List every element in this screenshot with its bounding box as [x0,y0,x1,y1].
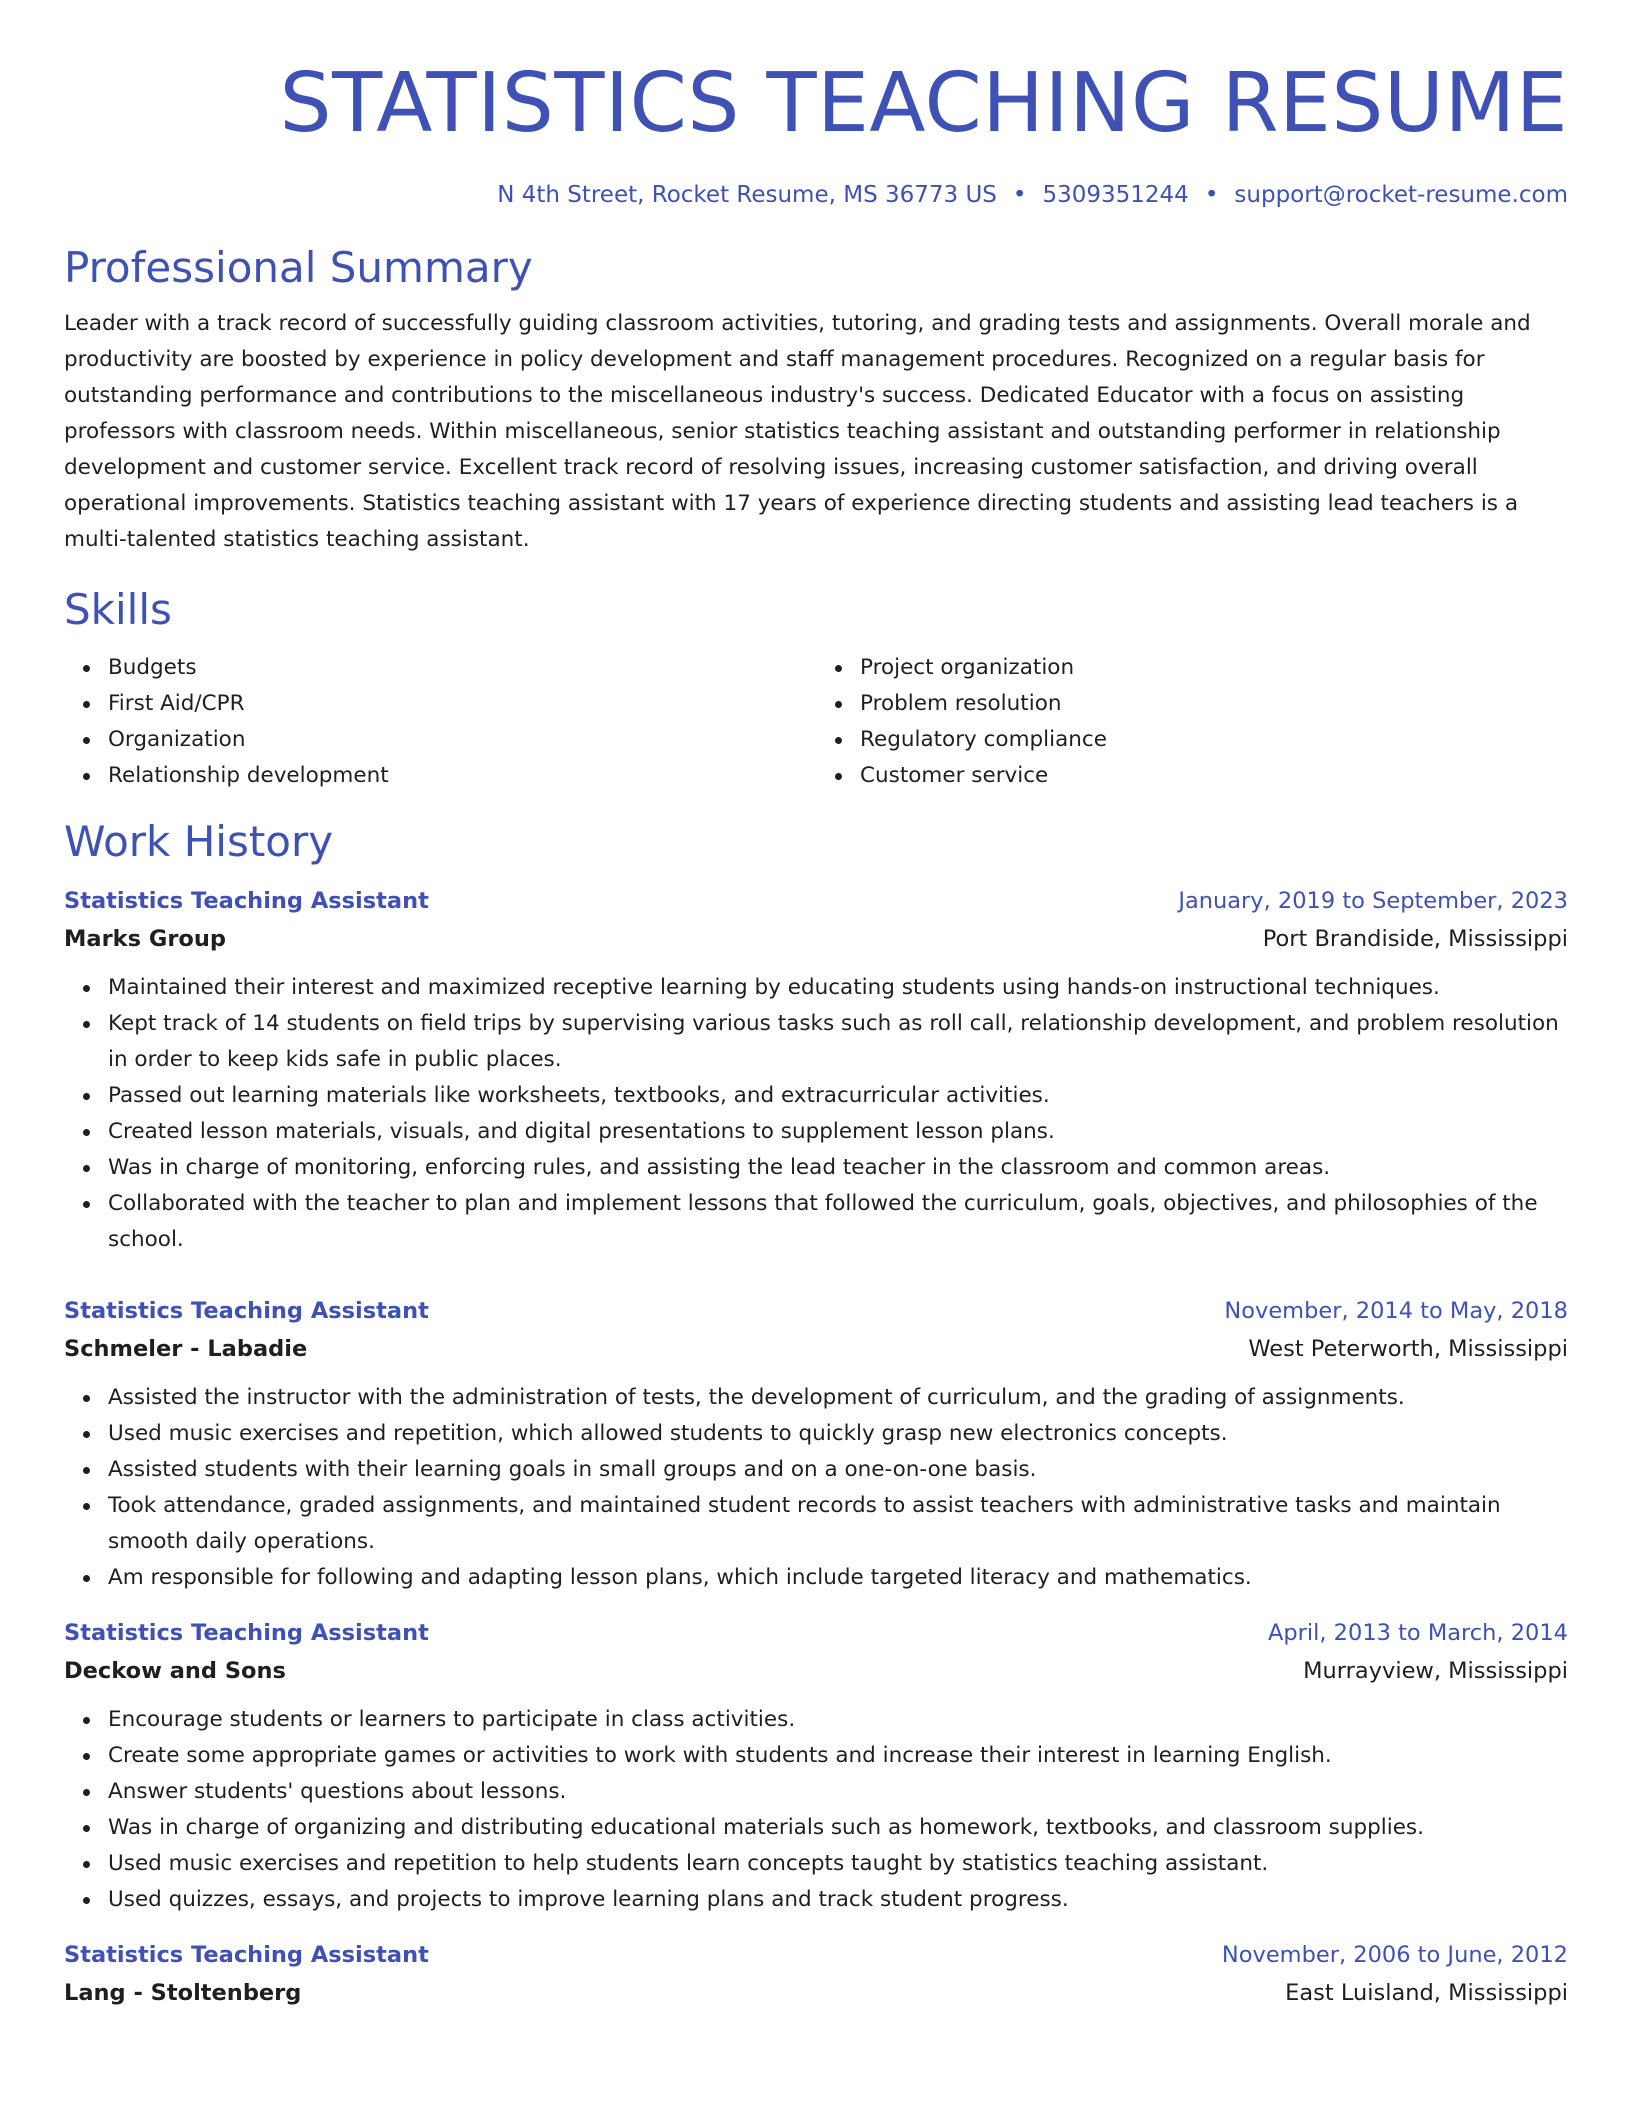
summary-text: Leader with a track record of successfully guiding classroom activities, tutoring, and grading tests and assignments. Overall morale and productivity are boosted by experience in policy development and staff management procedures. Recognized on a regular basis for outstanding performance and contributions to the miscellaneous industry's success. Dedicated Educator with a focus on assisting professors with classroom needs. Within miscellaneous, senior statistics teaching assistant and outstanding performer in relationship development and customer service. Excellent track record of resolving issues, increasing customer satisfaction, and driving overall operational improvements. Statistics teaching assistant with 17 years of experience directing students and assisting lead teachers is a multi-talented statistics teaching assistant. [64,311,1531,552]
job-bullet: Answer students' questions about lessons. [108,1774,1568,1810]
job-entry [64,1614,1568,1918]
job-bullet: Used music exercises and repetition to help students learn concepts taught by statistics teaching assistant. [108,1846,1568,1882]
summary-section [64,242,1568,558]
skills-section [64,584,1568,794]
job-title: Statistics Teaching Assistant [64,1298,429,1324]
work-history-section [64,816,1568,2012]
job-title: Statistics Teaching Assistant [64,1942,429,1968]
job-dates: April, 2013 to March, 2014 [1267,1620,1568,1646]
job-bullet: Passed out learning materials like worksheets, textbooks, and extracurricular activities. [108,1078,1568,1114]
skill-item: Customer service [860,758,1568,794]
job-company: Lang - Stoltenberg [64,1980,302,2006]
contact-line [64,180,1568,210]
job-title: Statistics Teaching Assistant [64,888,429,914]
job-bullet: Created lesson materials, visuals, and digital presentations to supplement lesson plans. [108,1114,1568,1150]
job-company-row [64,1652,1568,1690]
summary-heading: Professional Summary [64,243,533,292]
job-bullet: Kept track of 14 students on field trips by supervising various tasks such as roll call, relationship development, and problem resolution in order to keep kids safe in public places. [108,1006,1568,1078]
skill-item: Regulatory compliance [860,722,1568,758]
job-company-row [64,1974,1568,2012]
skills-column-right [816,650,1568,794]
job-location: Murrayview, Mississippi [1303,1658,1568,1684]
skill-item: Relationship development [108,758,816,794]
job-company-row [64,920,1568,958]
job-bullet: Am responsible for following and adapting lesson plans, which include targeted literacy and mathematics. [108,1560,1568,1596]
skill-item: Organization [108,722,816,758]
skill-item: First Aid/CPR [108,686,816,722]
job-bullet: Collaborated with the teacher to plan and implement lessons that followed the curriculum, goals, objectives, and philosophies of the school. [108,1186,1568,1258]
job-location: East Luisland, Mississippi [1285,1980,1568,2006]
job-title: Statistics Teaching Assistant [64,1620,429,1646]
job-entry [64,882,1568,1258]
job-title-row [64,882,1568,920]
skill-item: Project organization [860,650,1568,686]
job-bullet: Took attendance, graded assignments, and maintained student records to assist teachers with administrative tasks and maintain smooth daily operations. [108,1488,1568,1560]
resume-header [64,0,1568,210]
job-bullet: Was in charge of monitoring, enforcing rules, and assisting the lead teacher in the classroom and common areas. [108,1150,1568,1186]
job-entry [64,1292,1568,1596]
job-bullets [64,1702,1568,1918]
job-bullet: Encourage students or learners to participate in class activities. [108,1702,1568,1738]
resume-name: STATISTICS TEACHING RESUME [279,56,1568,151]
job-title-row [64,1614,1568,1652]
skills-grid [64,650,1568,794]
job-bullet: Assisted students with their learning goals in small groups and on a one-on-one basis. [108,1452,1568,1488]
job-company: Deckow and Sons [64,1658,286,1684]
job-bullets [64,1380,1568,1596]
job-bullet: Assisted the instructor with the administration of tests, the development of curriculum, and the grading of assignments. [108,1380,1568,1416]
job-entry [64,1936,1568,2012]
job-bullet: Was in charge of organizing and distributing educational materials such as homework, textbooks, and classroom supplies. [108,1810,1568,1846]
job-company: Marks Group [64,926,227,952]
contact-phone: 5309351244 [1042,182,1189,208]
skills-column-left [64,650,816,794]
job-company-row [64,1330,1568,1368]
job-bullet: Create some appropriate games or activities to work with students and increase their interest in learning English. [108,1738,1568,1774]
job-bullet: Maintained their interest and maximized receptive learning by educating students using hands-on instructional techniques. [108,970,1568,1006]
contact-email: support@rocket-resume.com [1234,182,1568,208]
job-bullet: Used quizzes, essays, and projects to improve learning plans and track student progress. [108,1882,1568,1918]
job-location: Port Brandiside, Mississippi [1262,926,1568,952]
job-title-row [64,1936,1568,1974]
skills-heading: Skills [64,585,172,634]
work-history-heading: Work History [64,817,334,866]
job-dates: November, 2006 to June, 2012 [1221,1942,1568,1968]
skill-item: Budgets [108,650,816,686]
job-dates: January, 2019 to September, 2023 [1178,888,1568,914]
skill-item: Problem resolution [860,686,1568,722]
contact-separator: • [1012,182,1027,208]
job-title-row [64,1292,1568,1330]
contact-separator: • [1204,182,1219,208]
job-location: West Peterworth, Mississippi [1248,1336,1568,1362]
job-bullets [64,970,1568,1258]
job-dates: November, 2014 to May, 2018 [1224,1298,1568,1324]
contact-address: N 4th Street, Rocket Resume, MS 36773 US [497,182,997,208]
job-bullet: Used music exercises and repetition, which allowed students to quickly grasp new electronics concepts. [108,1416,1568,1452]
job-company: Schmeler - Labadie [64,1336,308,1362]
